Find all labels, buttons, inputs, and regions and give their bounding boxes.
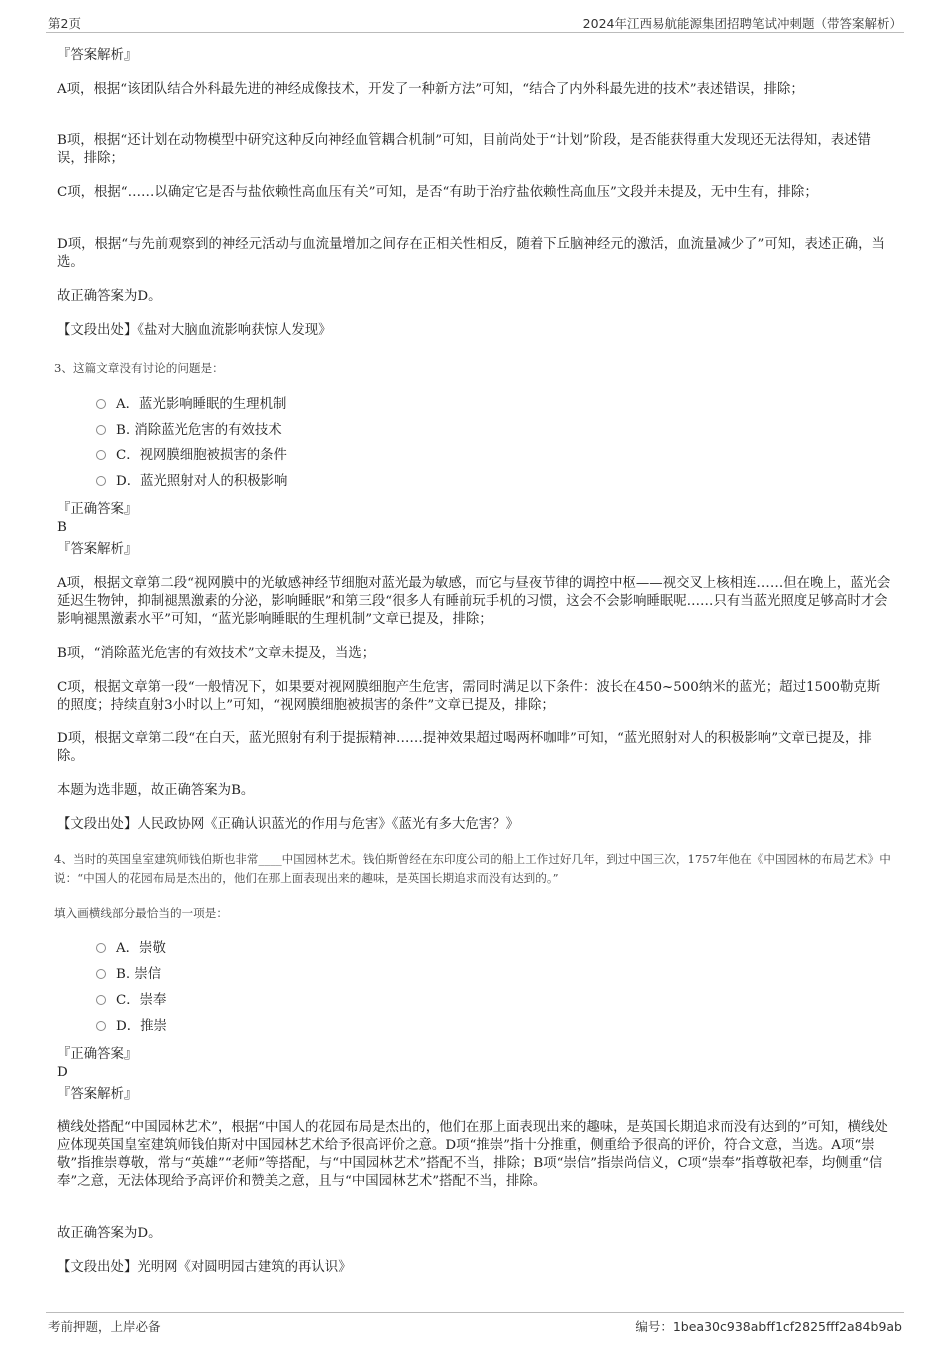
q2-analysis-b: B项，根据“还计划在动物模型中研究这种反向神经血管耦合机制”可知，目前尚处于“计划”阶段，是否能获得重大发现还无法得知，表述错误，排除； [57,133,871,166]
q3-answer: B [57,520,67,535]
q2-analysis-a: A项，根据“该团队结合外科最先进的神经成像技术，开发了一种新方法”可知，“结合了内外科最先进的技术”表述错误，排除； [57,82,804,97]
q3-analysis-b: B项，“消除蓝光危害的有效技术”文章未提及，当选； [57,646,376,661]
q3-option-d[interactable]: D．蓝光照射对人的积极影响 [96,473,287,491]
q3-stem: 3、这篇文章没有讨论的问题是： [54,361,224,375]
q4-answer-label: 『正确答案』 [57,1047,138,1062]
q4-instruction: 填入画横线部分最恰当的一项是： [54,906,228,920]
q3-source: 【文段出处】人民政协网《正确认识蓝光的作用与危害》《蓝光有多大危害？》 [57,817,519,832]
q3-option-c[interactable]: C．视网膜细胞被损害的条件 [96,447,287,465]
q3-answer-label: 『正确答案』 [57,502,138,517]
q3-analysis-d: D项，根据文章第二段“在白天，蓝光照射有利于提振精神……提神效果超过喝两杯咖啡”可知，“蓝光照射对人的积极影响”文章已提及，排除。 [57,731,872,764]
q2-analysis-c: C项，根据“……以确定它是否与盐依赖性高血压有关”可知，是否“有助于治疗盐依赖性高血压”文段并未提及，无中生有，排除； [57,185,818,200]
document-title: 2024年江西易航能源集团招聘笔试冲刺题（带答案解析） [582,16,902,31]
radio-icon[interactable] [96,476,106,486]
q4-option-c[interactable]: C．崇奉 [96,992,166,1010]
page-footer [46,1312,904,1335]
radio-icon[interactable] [96,969,106,979]
q3-analysis-c: C项，根据文章第一段“一般情况下，如果要对视网膜细胞产生危害，需同时满足以下条件：波长在450~500纳米的蓝光；超过1500勒克斯的照度；持续直射3小时以上”可知，“视网膜细胞被损害的条件”文章已提及，排除； [57,680,881,713]
radio-icon[interactable] [96,425,106,435]
radio-icon[interactable] [96,399,106,409]
q3-analysis-label: 『答案解析』 [57,542,138,557]
q4-stem: 4、当时的英国皇室建筑师钱伯斯也非常____中国园林艺术。钱伯斯曾经在东印度公司的船上工作过好几年，到过中国三次，1757年他在《中国园林的布局艺术》中说：“中国人的花园布局是杰出的，他们在那上面表现出来的趣味，是英国长期追求而没有达到的。” [54,852,891,885]
q2-source: 【文段出处】《盐对大脑血流影响获惊人发现》 [57,323,332,338]
q3-option-a[interactable]: A．蓝光影响睡眠的生理机制 [96,396,286,414]
q4-option-b[interactable]: B. 崇信 [96,966,161,984]
radio-icon[interactable] [96,450,106,460]
q4-conclusion: 故正确答案为D。 [57,1226,162,1241]
q4-answer: D [57,1065,68,1080]
q3-conclusion: 本题为选非题，故正确答案为B。 [57,783,255,798]
page-header [46,12,904,33]
q4-source: 【文段出处】光明网《对圆明园古建筑的再认识》 [57,1260,352,1275]
q4-option-d[interactable]: D．推崇 [96,1018,167,1036]
q3-analysis-a: A项，根据文章第二段“视网膜中的光敏感神经节细胞对蓝光最为敏感，而它与昼夜节律的调控中枢——视交叉上核相连……但在晚上，蓝光会延迟生物钟，抑制褪黑激素的分泌，影响睡眠”和第三段“很多人有睡前玩手机的习惯，这会不会影响睡眠呢……只有当蓝光照度足够高时才会影响褪黑激素水平”可知，“蓝光影响睡眠的生理机制”文章已提及，排除； [57,576,891,627]
q2-analysis-label: 『答案解析』 [57,48,138,63]
q2-analysis-d: D项，根据“与先前观察到的神经元活动与血流量增加之间存在正相关性相反，随着下丘脑神经元的激活，血流量减少了”可知，表述正确，当选。 [57,237,885,270]
radio-icon[interactable] [96,943,106,953]
q4-option-a[interactable]: A．崇敬 [96,940,166,958]
radio-icon[interactable] [96,995,106,1005]
radio-icon[interactable] [96,1021,106,1031]
document-code: 编号：1bea30c938abff1cf2825fff2a84b9ab [635,1319,902,1334]
page-number: 第2页 [48,16,81,31]
q3-option-b[interactable]: B. 消除蓝光危害的有效技术 [96,422,282,440]
footer-slogan: 考前押题，上岸必备 [48,1319,161,1334]
q4-analysis: 横线处搭配“中国园林艺术”，根据“中国人的花园布局是杰出的，他们在那上面表现出来的趣味，是英国长期追求而没有达到的”可知，横线处应体现英国皇室建筑师钱伯斯对中国园林艺术给予很高评价之意。D项“推崇”指十分推重，侧重给予很高的评价，符合文意，当选。A项“崇敬”指推崇尊敬，常与“英雄”“老师”等搭配，与“中国园林艺术”搭配不当，排除；B项“崇信”指崇尚信义，C项“崇奉”指尊敬祀奉，均侧重“信奉”之意，无法体现给予高评价和赞美之意，且与“中国园林艺术”搭配不当，排除。 [57,1120,888,1189]
q4-analysis-label: 『答案解析』 [57,1087,138,1102]
q2-conclusion: 故正确答案为D。 [57,289,162,304]
